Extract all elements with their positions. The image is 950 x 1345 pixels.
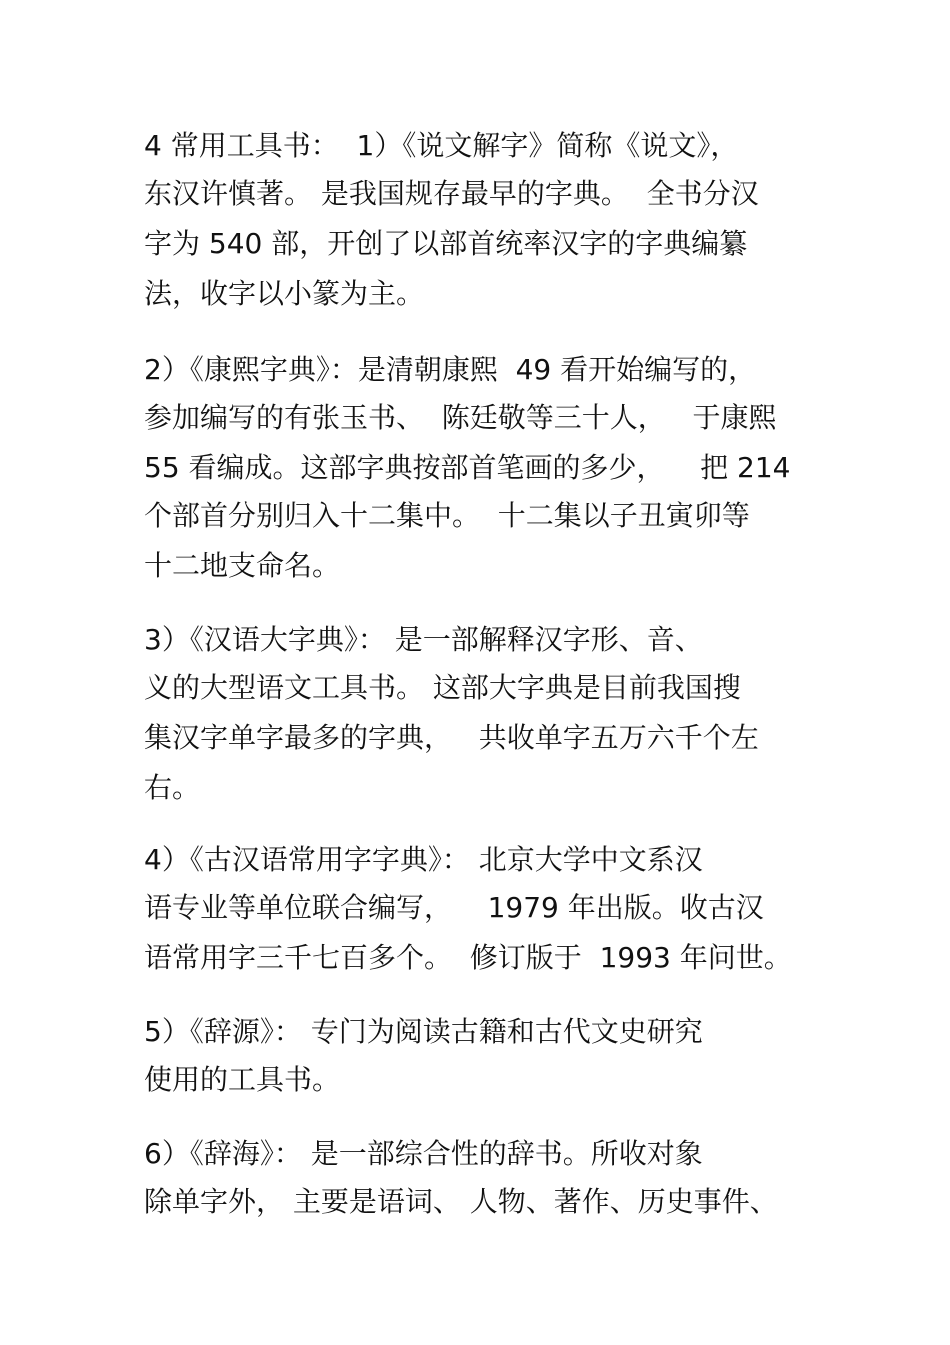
- text-line: 义的大型语文工具书。 这部大字典是目前我国搜: [144, 671, 741, 704]
- text-line: 十二地支命名。: [144, 549, 341, 582]
- text-line: 4 常用工具书： 1）《说文解字》简称《说文》，: [144, 129, 739, 162]
- text-line: 除单字外， 主要是语词、 人物、著作、历史事件、: [144, 1185, 778, 1218]
- text-line: 参加编写的有张玉书、 陈廷敬等三十人， 于康熙: [144, 401, 777, 434]
- text-line: 3）《汉语大字典》： 是一部解释汉字形、音、: [144, 623, 703, 656]
- text-line: 使用的工具书。: [144, 1063, 341, 1096]
- text-line: 右。: [144, 771, 201, 804]
- text-line: 集汉字单字最多的字典， 共收单字五万六千个左: [144, 721, 759, 754]
- text-line: 语常用字三千七百多个。 修订版于 1993 年问世。: [144, 941, 792, 974]
- text-line: 字为 540 部，开创了以部首统率汉字的字典编纂: [144, 227, 748, 260]
- text-line: 法，收字以小篆为主。: [144, 277, 425, 310]
- text-line: 4）《古汉语常用字字典》： 北京大学中文系汉: [144, 843, 703, 876]
- text-line: 东汉许慎著。 是我国规存最早的字典。 全书分汉: [144, 177, 759, 210]
- text-line: 6）《辞海》： 是一部综合性的辞书。所收对象: [144, 1137, 703, 1170]
- text-line: 2）《康熙字典》：是清朝康熙 49 看开始编写的，: [144, 353, 757, 386]
- text-line: 5）《辞源》： 专门为阅读古籍和古代文史研究: [144, 1015, 703, 1048]
- text-line: 55 看编成。这部字典按部首笔画的多少， 把 214: [144, 451, 791, 484]
- text-line: 语专业等单位联合编写， 1979 年出版。收古汉: [144, 891, 764, 924]
- text-line: 个部首分别归入十二集中。 十二集以子丑寅卯等: [144, 499, 750, 532]
